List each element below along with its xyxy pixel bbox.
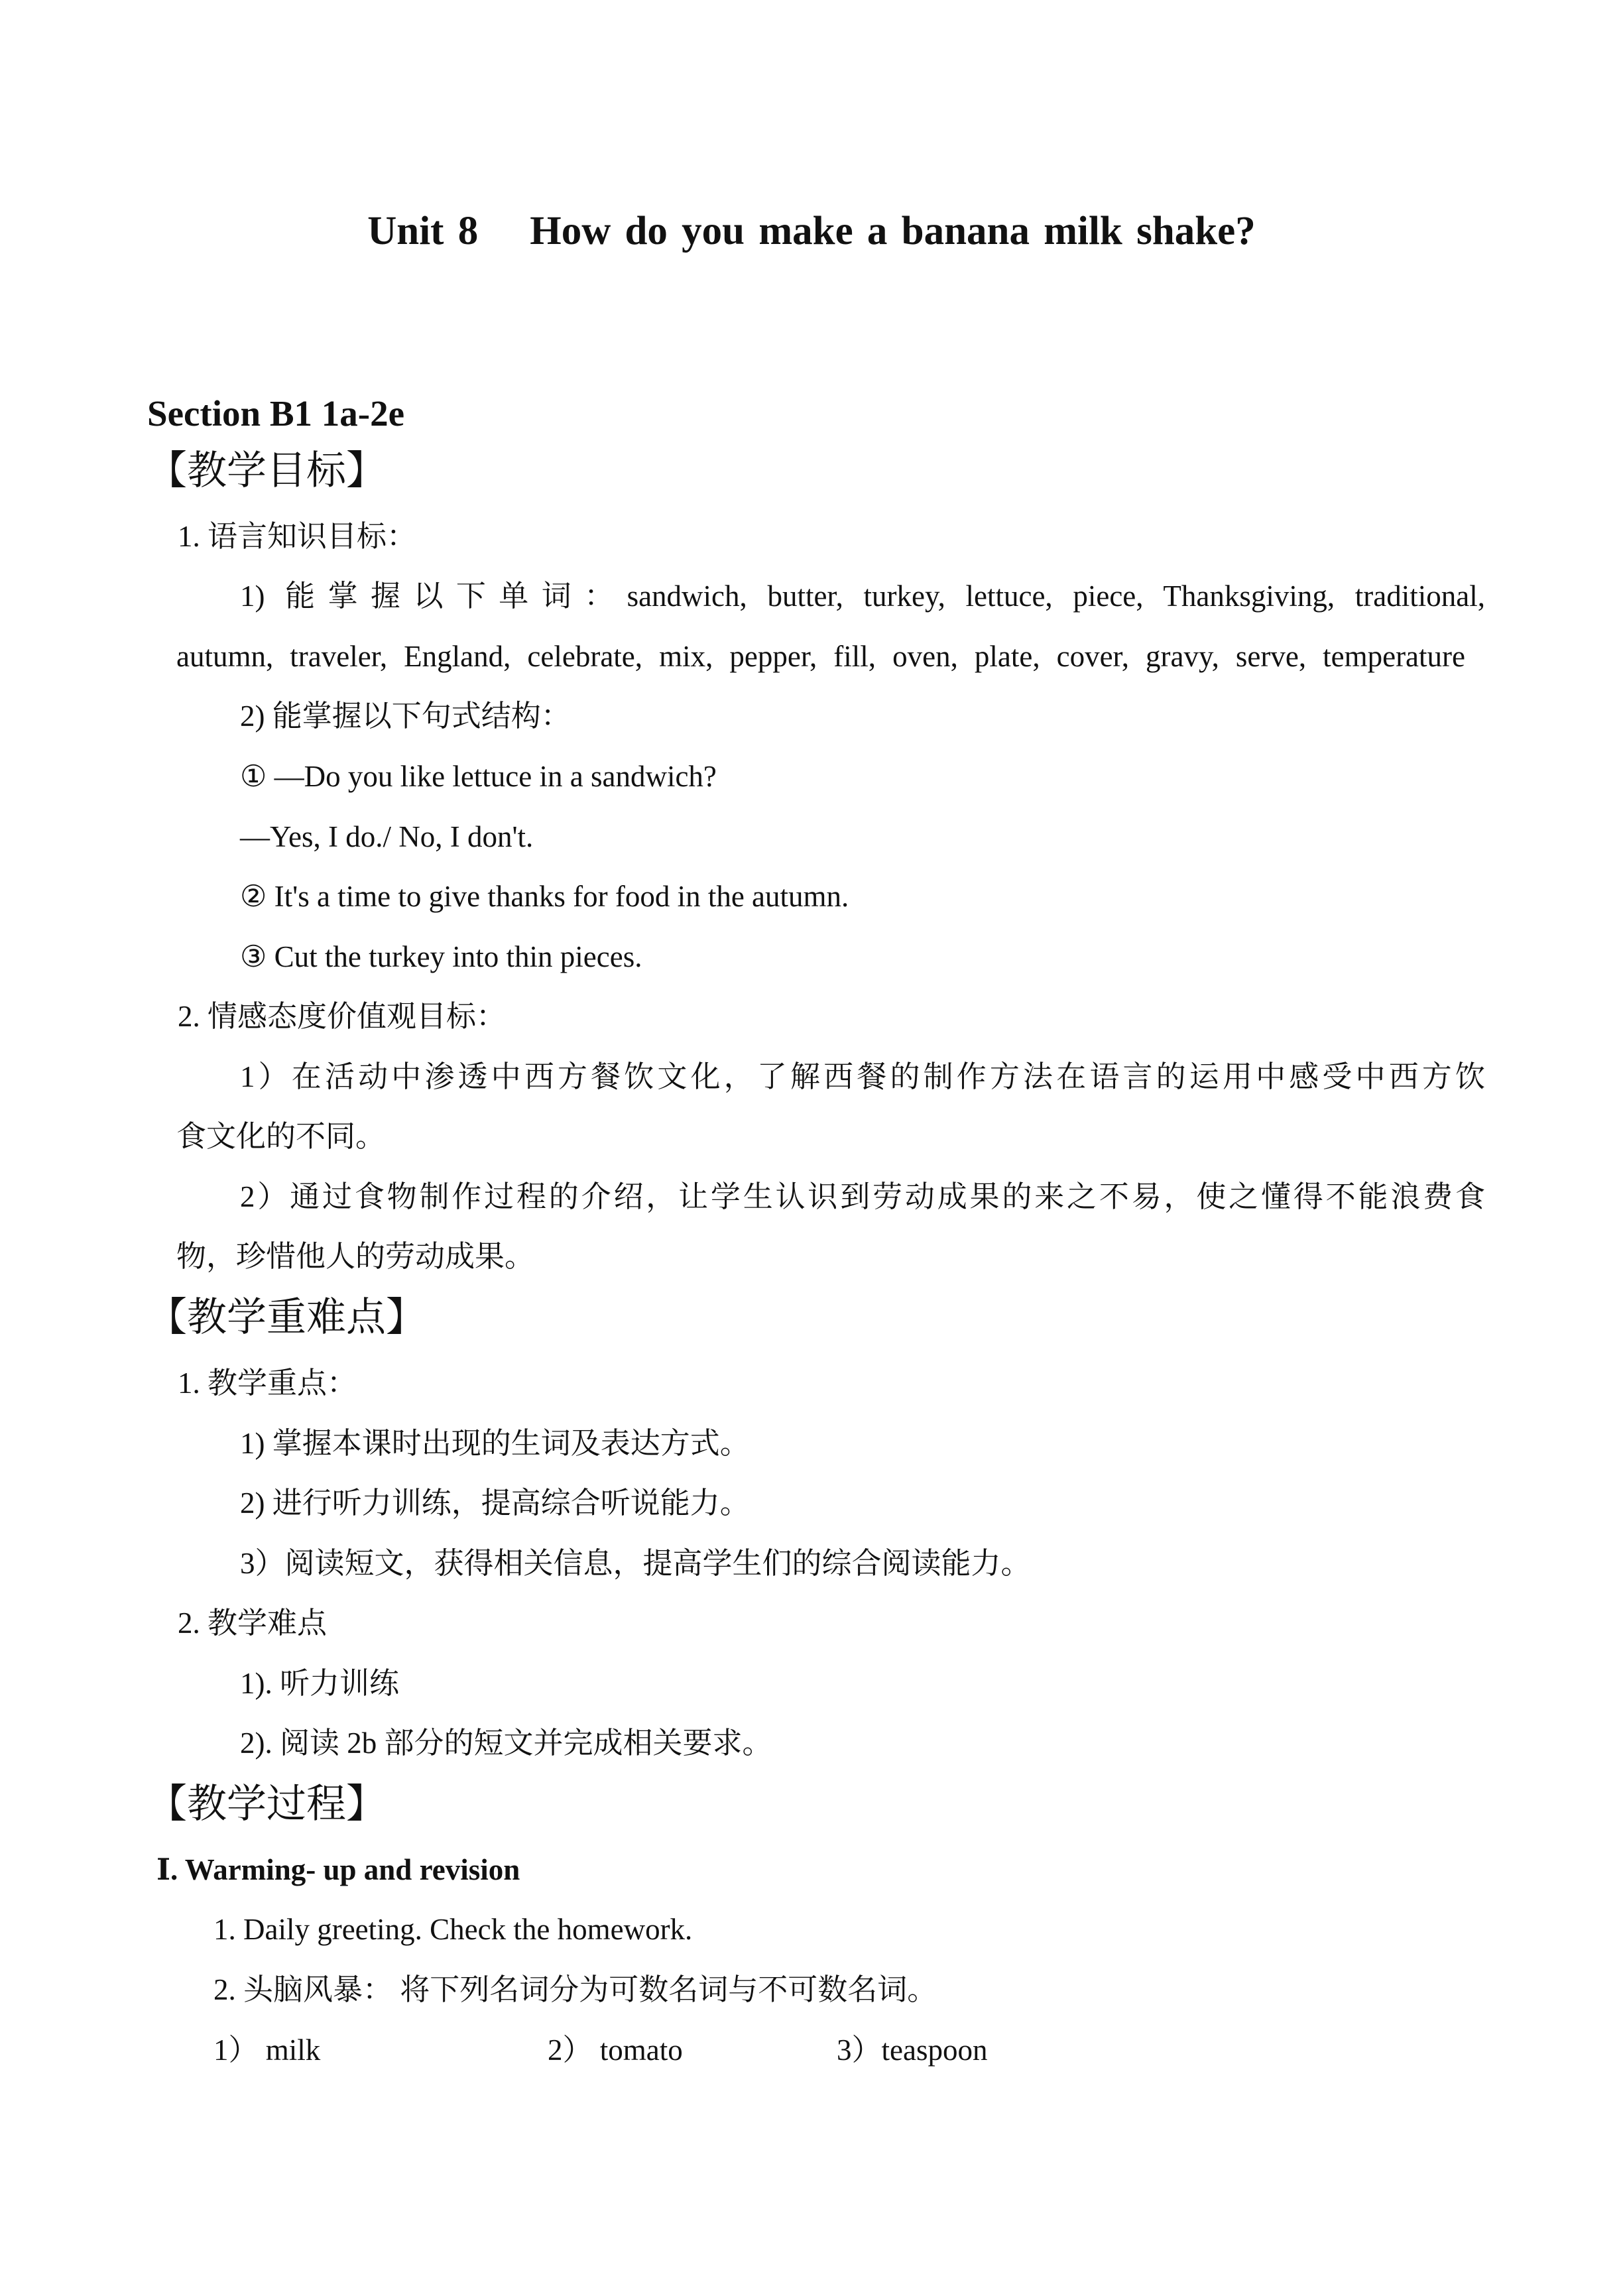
heading-objectives: 【教学目标】 xyxy=(147,449,386,493)
focus-item-2: 2) 进行听力训练，提高综合听说能力。 xyxy=(240,1486,750,1520)
focus-label: 1. 教学重点： xyxy=(178,1366,357,1400)
emotion-paragraph-2-line-1: 2）通过食物制作过程的介绍，让学生认识到劳动成果的来之不易，使之懂得不能浪费食 xyxy=(240,1180,1485,1213)
noun-item-teaspoon: 3）teaspoon xyxy=(837,2033,988,2067)
step-1-heading: Ⅰ. Warming- up and revision xyxy=(156,1853,520,1886)
vocab-line-1: 1) 能掌握以下单词：sandwich, butter, turkey, lettuce, piece, Thanksgiving, traditional, xyxy=(240,579,1485,613)
document-title xyxy=(0,211,1623,251)
focus-item-3: 3）阅读短文，获得相关信息，提高学生们的综合阅读能力。 xyxy=(240,1547,1031,1580)
unit-label: Unit 8 xyxy=(367,209,479,253)
sentence-3: ③ Cut the turkey into thin pieces. xyxy=(240,940,642,973)
emotion-paragraph-1-line-1: 1）在活动中渗透中西方餐饮文化，了解西餐的制作方法在语言的运用中感受中西方饮 xyxy=(240,1060,1485,1093)
focus-item-1: 1) 掌握本课时出现的生词及表达方式。 xyxy=(240,1427,750,1460)
emotion-paragraph-1-line-2: 食文化的不同。 xyxy=(176,1120,386,1153)
language-objectives-label: 1. 语言知识目标： xyxy=(178,520,417,553)
process-item-1: 1. Daily greeting. Check the homework. xyxy=(213,1913,693,1946)
difficult-label: 2. 教学难点 xyxy=(178,1606,328,1640)
difficult-item-2: 2). 阅读 2b 部分的短文并完成相关要求。 xyxy=(240,1726,772,1760)
sentence-1: ① —Do you like lettuce in a sandwich? xyxy=(240,760,717,793)
emotion-paragraph-2-line-2: 物，珍惜他人的劳动成果。 xyxy=(176,1240,535,1273)
sentence-2: ② It's a time to give thanks for food in the autumn. xyxy=(240,880,849,913)
section-label: Section B1 1a-2e xyxy=(147,393,405,434)
sentence-1-reply: —Yes, I do./ No, I don't. xyxy=(240,820,534,853)
noun-item-milk: 1） milk xyxy=(213,2033,321,2067)
structures-label: 2) 能掌握以下句式结构： xyxy=(240,699,571,733)
heading-process: 【教学过程】 xyxy=(147,1782,386,1826)
process-item-2: 2. 头脑风暴： 将下列名词分为可数名词与不可数名词。 xyxy=(213,1973,937,2006)
difficult-item-1: 1). 听力训练 xyxy=(240,1667,399,1700)
emotion-objectives-label: 2. 情感态度价值观目标： xyxy=(178,1000,507,1033)
unit-question: How do you make a banana milk shake? xyxy=(530,209,1256,253)
noun-item-tomato: 2） tomato xyxy=(548,2033,683,2067)
heading-key-points: 【教学重难点】 xyxy=(147,1296,426,1339)
vocab-line-2: autumn, traveler, England, celebrate, mix, pepper, fill, oven, plate, cover, gravy, serve, temperature xyxy=(176,640,1465,673)
